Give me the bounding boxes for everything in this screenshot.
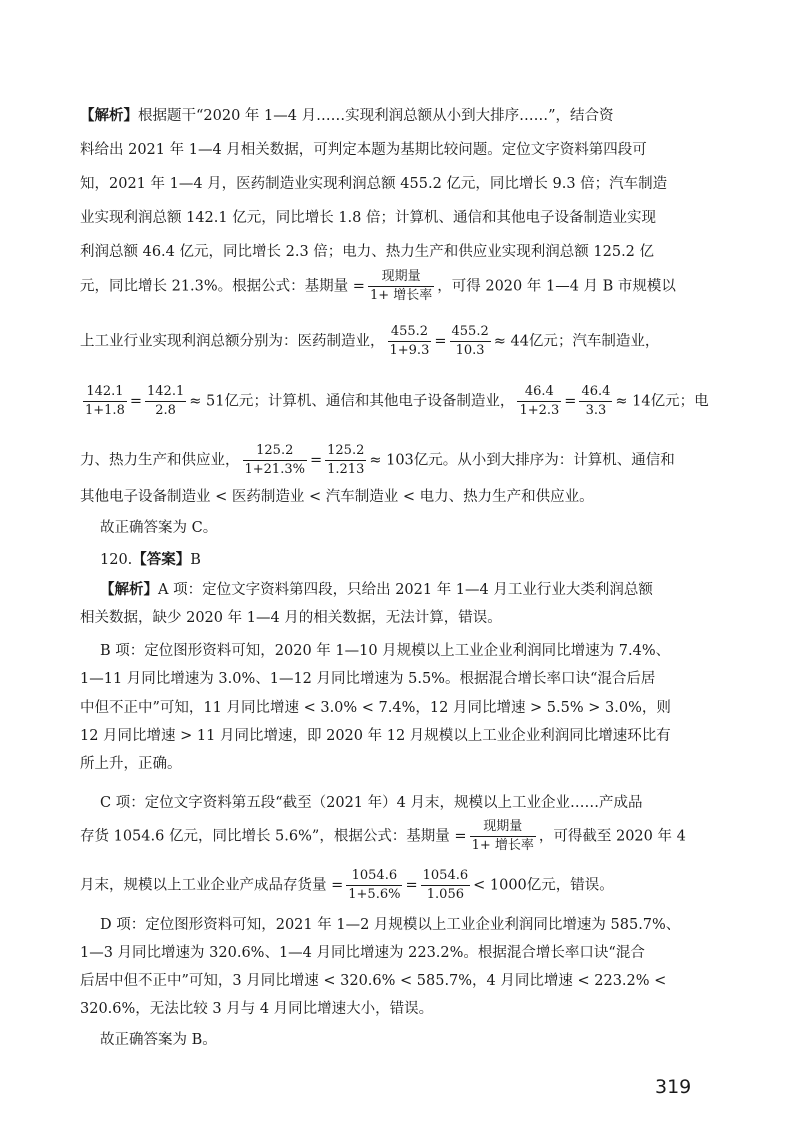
q119-line-5: 利润总额 46.4 亿元，同比增长 2.3 倍；电力、热力生产和供应业实现利润总额 125.2 亿 <box>80 244 655 260</box>
text-run: 。从小到大排序为：计算机、通信和 <box>442 452 675 469</box>
q119-line-4: 业实现利润总额 142.1 亿元，同比增长 1.8 倍；计算机、通信和其他电子设备制造业实现 <box>80 210 657 226</box>
calc-frac <box>450 323 491 360</box>
fraction-numerator: 455.2 <box>388 323 432 342</box>
fraction-numerator: 125.2 <box>325 442 366 461</box>
q120-c-line-3: 月末，规模以上工业企业产成品存货量 = $\frac{1054.6}{1+5.6\%}$ = $\frac{1054.6}{1.056}$ < 1000亿元，错误。 <box>80 868 614 902</box>
calc-frac <box>325 442 366 479</box>
q119-line-10: 其他电子设备制造业 < 医药制造业 < 汽车制造业 < 电力、热力生产和供应业。 <box>80 489 594 505</box>
text-run: ；汽车制造业， <box>557 333 660 350</box>
fraction-numerator: 1054.6 <box>421 867 471 886</box>
fraction-numerator: 现期量 <box>368 268 434 287</box>
fraction-denominator: 1+21.3% <box>244 462 305 477</box>
calc-frac <box>145 383 186 420</box>
calc-frac <box>388 323 432 360</box>
calc-frac <box>346 867 402 904</box>
text-run: ，错误。 <box>555 877 614 894</box>
q119-line-6 <box>80 268 712 305</box>
q119-line-1 <box>80 106 712 126</box>
text-run: 上工业行业实现利润总额分别为：医药制造业， <box>80 333 385 350</box>
calc-frac <box>517 383 561 420</box>
fraction-numerator: 现期量 <box>470 818 536 837</box>
fraction-denominator: 1.056 <box>426 887 464 902</box>
q119-line-3: 知，2021 年 1—4 月，医药制造业实现利润总额 455.2 亿元，同比增长 9.3 倍；汽车制造 <box>80 176 668 192</box>
text-run: 元，同比增长 21.3%。根据公式：基期量 = <box>80 278 365 295</box>
fraction-denominator: 1.213 <box>327 462 365 477</box>
q120-a-line-1 <box>100 580 712 600</box>
text-run: 【答案】 <box>132 551 191 568</box>
fraction-denominator: 1+2.3 <box>519 403 560 418</box>
q119-line-7: 上工业行业实现利润总额分别为：医药制造业， $\frac{455.2}{1+9.3}$ = $\frac{455.2}{10.3}$ ≈ 44亿元；汽车制造业， <box>80 324 660 358</box>
analysis-tag: 【解析】 <box>80 107 138 124</box>
fraction-denominator: 1+ 增长率 <box>369 288 433 303</box>
text-run: 月末，规模以上工业企业产成品存货量 = <box>80 877 344 894</box>
fraction-numerator: 125.2 <box>243 442 307 461</box>
text-run: ≈ 103亿元 <box>369 452 443 469</box>
fraction-denominator: 2.8 <box>155 403 176 418</box>
fraction-numerator: 142.1 <box>145 383 186 402</box>
q120-d-line-2: 1—3 月同比增速为 320.6%、1—4 月同比增速为 223.2%。根据混合增长率口诀“混合 <box>80 945 645 961</box>
fraction-denominator: 1+5.6% <box>348 887 401 902</box>
fraction-denominator: 3.3 <box>585 403 607 418</box>
formula-fraction <box>470 818 536 855</box>
text-run: 根据题干“2020 年 1—4 月……实现利润总额从小到大排序……”，结合资 <box>138 108 614 124</box>
calc-frac <box>579 383 612 420</box>
q120-b-line-4: 12 月同比增速 > 11 月同比增速，即 2020 年 12 月规模以上工业企业利润同比增速环比有 <box>80 728 671 744</box>
text-run: ≈ 44亿元 <box>493 333 558 350</box>
text-run: A 项：定位文字资料第四段，只给出 2021 年 1—4 月工业行业大类利润总额 <box>158 582 653 598</box>
q120-answer <box>100 550 712 570</box>
q120-c-line-1: C 项：定位文字资料第五段“截至（2021 年）4 月末，规模以上工业企业……产成品 <box>100 795 643 811</box>
text-run: ；电 <box>679 393 709 410</box>
q119-line-2: 料给出 2021 年 1—4 月相关数据，可判定本题为基期比较问题。定位文字资料第四段可 <box>80 142 647 158</box>
text-run: ，可得截至 2020 年 4 <box>538 828 686 845</box>
q120-c-line-2 <box>80 818 712 855</box>
calc-frac <box>243 442 307 479</box>
text-run: < 1000亿元 <box>473 877 556 894</box>
fraction-denominator: 1+ 增长率 <box>471 838 534 853</box>
q120-b-line-3: 中但不正中”可知，11 月同比增速 < 3.0% < 7.4%，12 月同比增速 > 5.5% > 3.0%，则 <box>80 700 671 716</box>
page-number: 319 <box>655 1076 692 1098</box>
fraction-denominator: 10.3 <box>455 343 485 358</box>
q120-b-line-1: B 项：定位图形资料可知，2020 年 1—10 月规模以上工业企业利润同比增速为 7.4%、 <box>100 643 671 659</box>
fraction-denominator: 1+1.8 <box>85 403 125 418</box>
fraction-numerator: 1054.6 <box>346 867 402 886</box>
q120-b-line-2: 1—11 月同比增速为 3.0%、1—12 月同比增速为 5.5%。根据混合增长率口诀“混合后居 <box>80 671 656 687</box>
formula-fraction <box>368 268 434 305</box>
q119-line-9: 力、热力生产和供应业， $\frac{125.2}{1+21.3\%}$ = $\frac{125.2}{1.213}$ ≈ 103亿元。从小到大排序为：计算机、通信和 <box>80 443 675 477</box>
q120-conclusion: 故正确答案为 B。 <box>100 1032 217 1048</box>
q119-conclusion: 故正确答案为 C。 <box>100 520 218 536</box>
q120-a-line-2: 相关数据，缺少 2020 年 1—4 月的相关数据，无法计算，错误。 <box>80 610 502 626</box>
fraction-numerator: 46.4 <box>517 383 561 402</box>
fraction-numerator: 455.2 <box>450 323 491 342</box>
q120-b-line-5: 所上升，正确。 <box>80 756 182 772</box>
text-run: 【解析】 <box>100 581 158 598</box>
fraction-denominator: 1+9.3 <box>389 343 430 358</box>
calc-frac <box>421 867 471 904</box>
q120-d-line-3: 后居中但不正中”可知，3 月同比增速 < 320.6% < 585.7%，4 月同比增速 < 223.2% < <box>80 973 667 989</box>
q120-d-line-1: D 项：定位图形资料可知，2021 年 1—2 月规模以上工业企业利润同比增速为 585.7%、 <box>100 917 681 933</box>
text-run: ；计算机、通信和其他电子设备制造业， <box>253 393 515 410</box>
fraction-numerator: 142.1 <box>83 383 127 402</box>
text-run: 120. <box>100 552 133 568</box>
text-run: 力、热力生产和供应业， <box>80 452 240 469</box>
text-run: B <box>190 552 201 568</box>
text-run: ，可得 2020 年 1—4 月 B 市规模以 <box>437 278 676 295</box>
q119-line-8: $\frac{142.1}{1+1.8}$ = $\frac{142.1}{2.8}$ ≈ 51亿元；计算机、通信和其他电子设备制造业， $\frac{46.4}{1+2.3}$ = $\frac{46.4}{3.3}$ ≈ 14亿元；电 <box>85 384 709 418</box>
q120-d-line-4: 320.6%，无法比较 3 月与 4 月同比增速大小，错误。 <box>80 1001 434 1017</box>
text-run: ≈ 14亿元 <box>615 393 680 410</box>
text-run: ≈ 51亿元 <box>189 393 254 410</box>
fraction-numerator: 46.4 <box>579 383 612 402</box>
calc-frac <box>83 383 127 420</box>
text-run: 存货 1054.6 亿元，同比增长 5.6%”，根据公式：基期量 = <box>80 828 467 845</box>
